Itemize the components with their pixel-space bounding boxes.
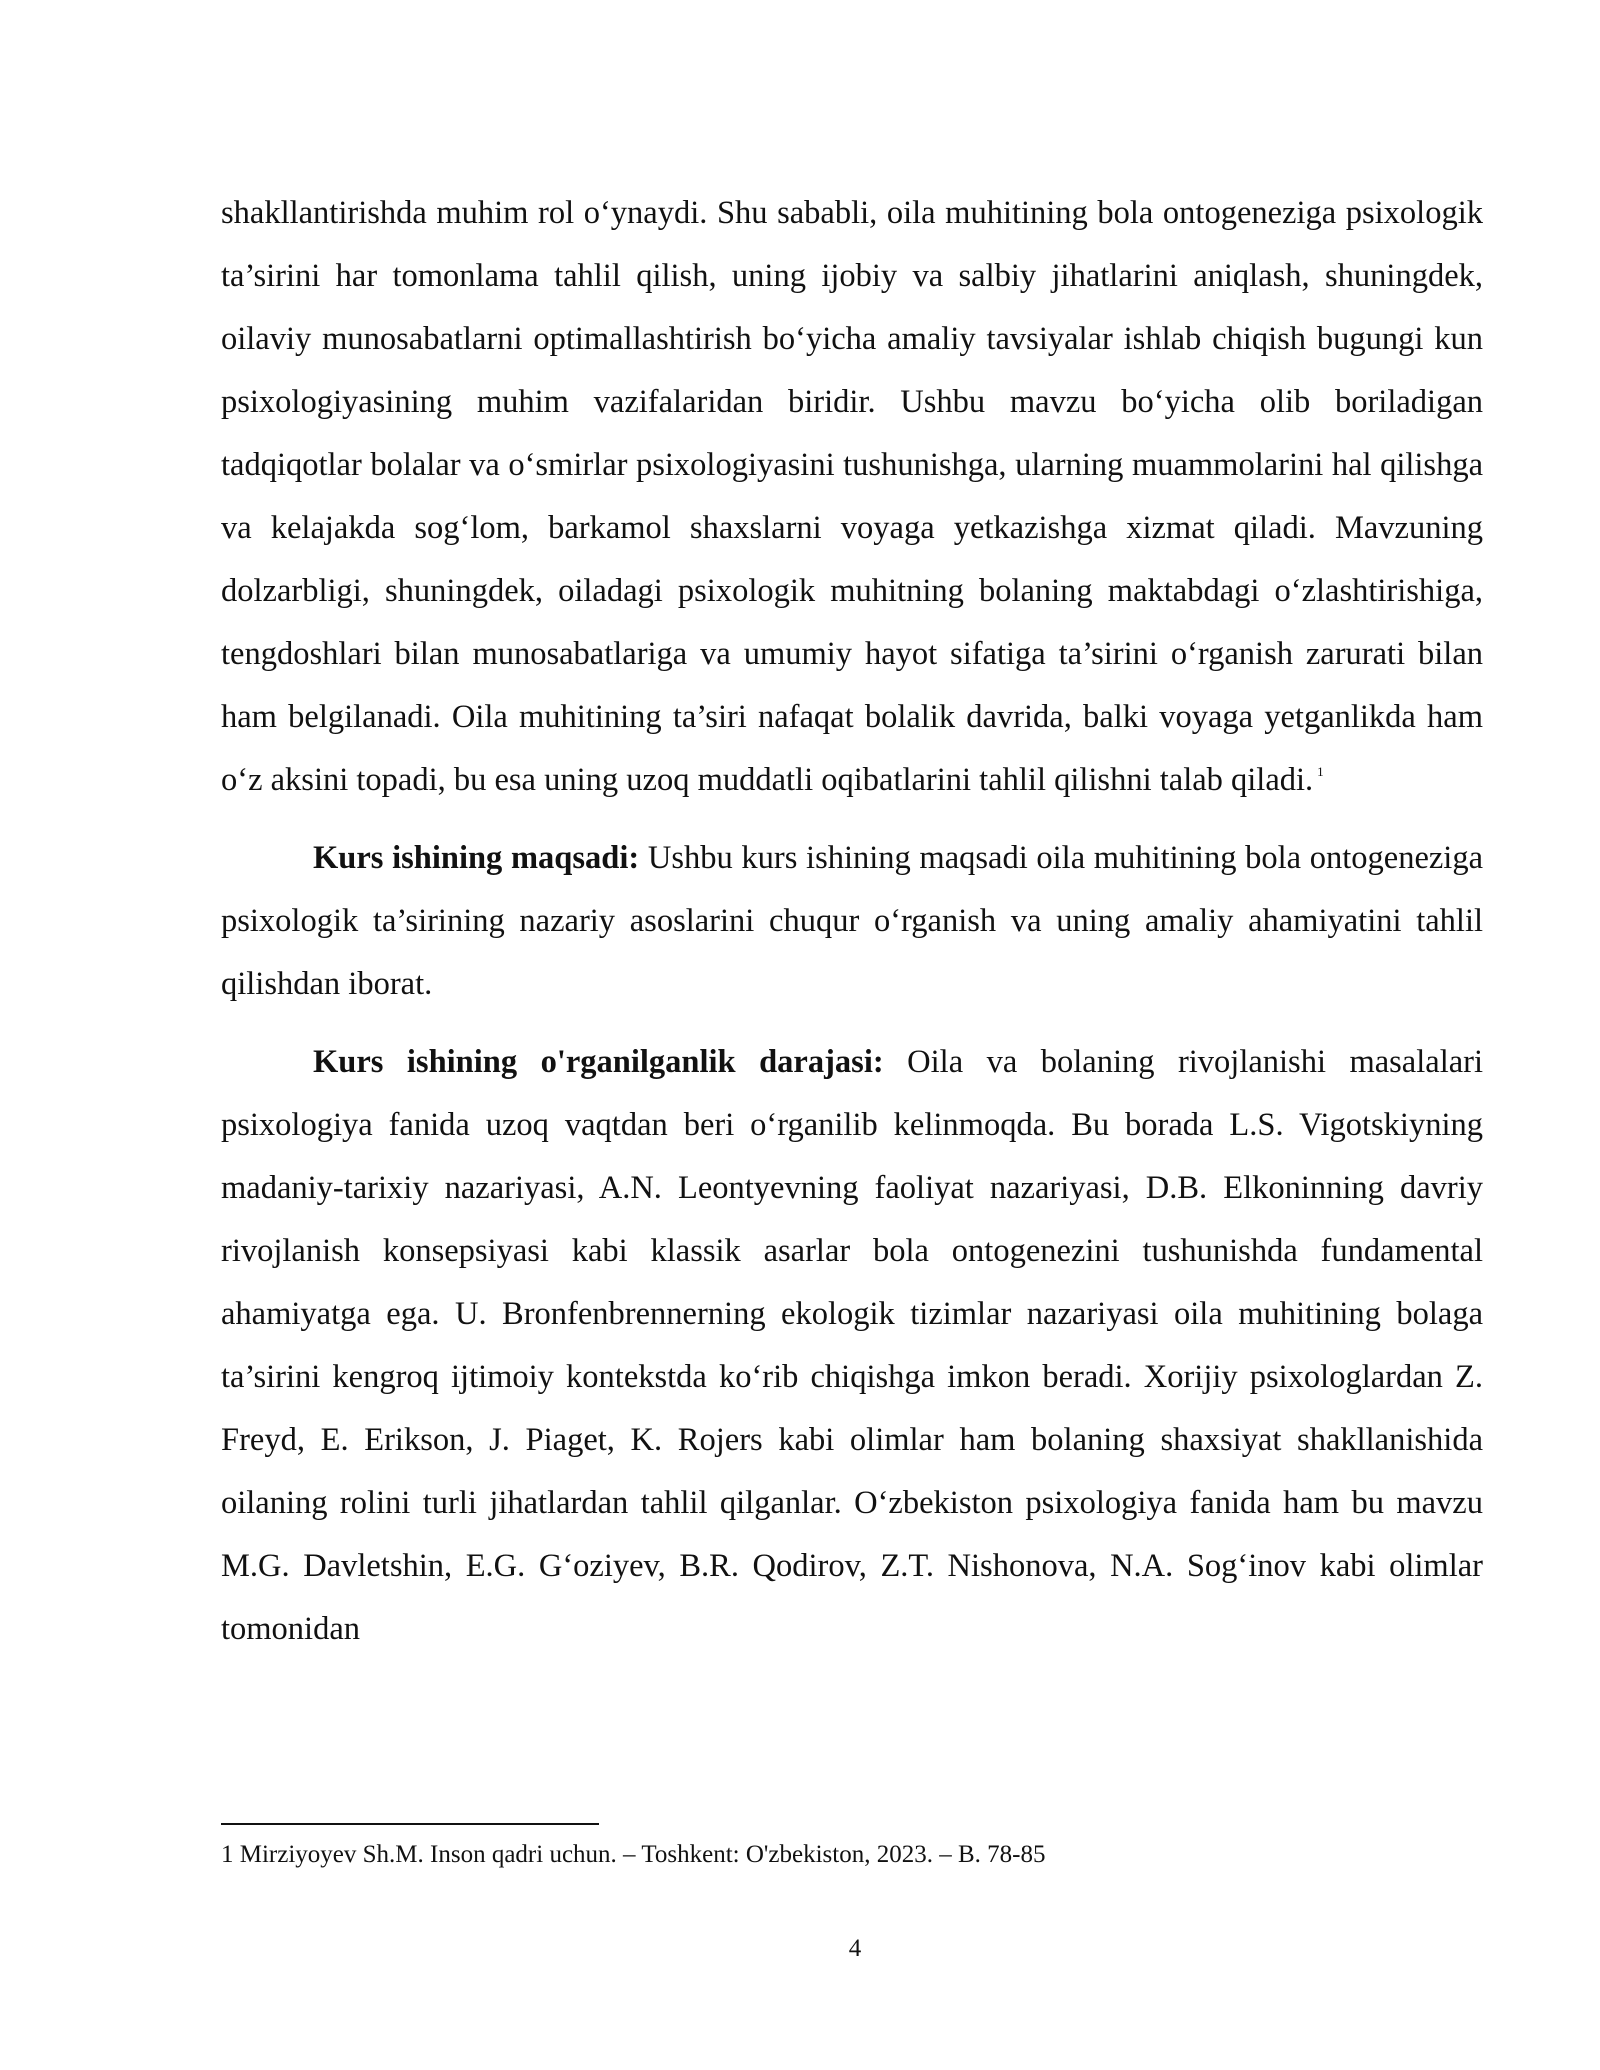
paragraph-relevance: [221, 182, 1483, 812]
paragraph-study-level: [221, 1031, 1483, 1661]
footnote-text: 1 Mirziyoyev Sh.M. Inson qadri uchun. – Toshkent: O'zbekiston, 2023. – B. 78-85: [221, 1841, 1046, 1868]
study-level-heading: Kurs ishining o'rganilganlik darajasi:: [313, 1044, 884, 1080]
footnote-reference[interactable]: 1: [1317, 764, 1324, 779]
footnote-separator: [221, 1823, 599, 1825]
course-goal-text: Ushbu kurs ishining maqsadi oila muhitining bola ontogeneziga psixologik ta’sirining nazariy asoslarini chuqur o‘rganish va uning amaliy ahamiyatini tahlil qilishdan iborat.: [221, 840, 1483, 1002]
body-text: [221, 182, 1483, 1661]
paragraph-course-goal: [221, 827, 1483, 1016]
paragraph-relevance-text: shakllantirishda muhim rol o‘ynaydi. Shu sababli, oila muhitining bola ontogeneziga psixologik ta’sirini har tomonlama tahlil qilish, uning ijobiy va salbiy jihatlarini aniqlash, shuningdek, oilaviy munosabatlarni optimallashtirish bo‘yicha amaliy tavsiyalar ishlab chiqish bugungi kun psixologiyasining muhim vazifalaridan biridir. Ushbu mavzu bo‘yicha olib boriladigan tadqiqotlar bolalar va o‘smirlar psixologiyasini tushunishga, ularning muammolarini hal qilishga va kelajakda sog‘lom, barkamol shaxslarni voyaga yetkazishga xizmat qiladi. Mavzuning dolzarbligi, shuningdek, oiladagi psixologik muhitning bolaning maktabdagi o‘zlashtirishiga, tengdoshlari bilan munosabatlariga va umumiy hayot sifatiga ta’sirini o‘rganish zarurati bilan ham belgilanadi. Oila muhitining ta’siri nafaqat bolalik davrida, balki voyaga yetganlikda ham o‘z aksini topadi, bu esa uning uzoq muddatli oqibatlarini tahlil qilishni talab qiladi.: [221, 195, 1483, 798]
study-level-text: Oila va bolaning rivojlanishi masalalari psixologiya fanida uzoq vaqtdan beri o‘rganilib kelinmoqda. Bu borada L.S. Vigotskiyning madaniy-tarixiy nazariyasi, A.N. Leontyevning faoliyat nazariyasi, D.B. Elkoninning davriy rivojlanish konsepsiyasi kabi klassik asarlar bola ontogenezini tushunishda fundamental ahamiyatga ega. U. Bronfenbrennerning ekologik tizimlar nazariyasi oila muhitining bolaga ta’sirini kengroq ijtimoiy kontekstda ko‘rib chiqishga imkon beradi. Xorijiy psixologlardan Z. Freyd, E. Erikson, J. Piaget, K. Rojers kabi olimlar ham bolaning shaxsiyat shakllanishida oilaning rolini turli jihatlardan tahlil qilganlar. O‘zbekiston psixologiya fanida ham bu mavzu M.G. Davletshin, E.G. G‘oziyev, B.R. Qodirov, Z.T. Nishonova, N.A. Sog‘inov kabi olimlar tomonidan: [221, 1044, 1483, 1647]
page-number: 4: [848, 1935, 862, 1962]
course-goal-heading: Kurs ishining maqsadi:: [313, 840, 640, 876]
